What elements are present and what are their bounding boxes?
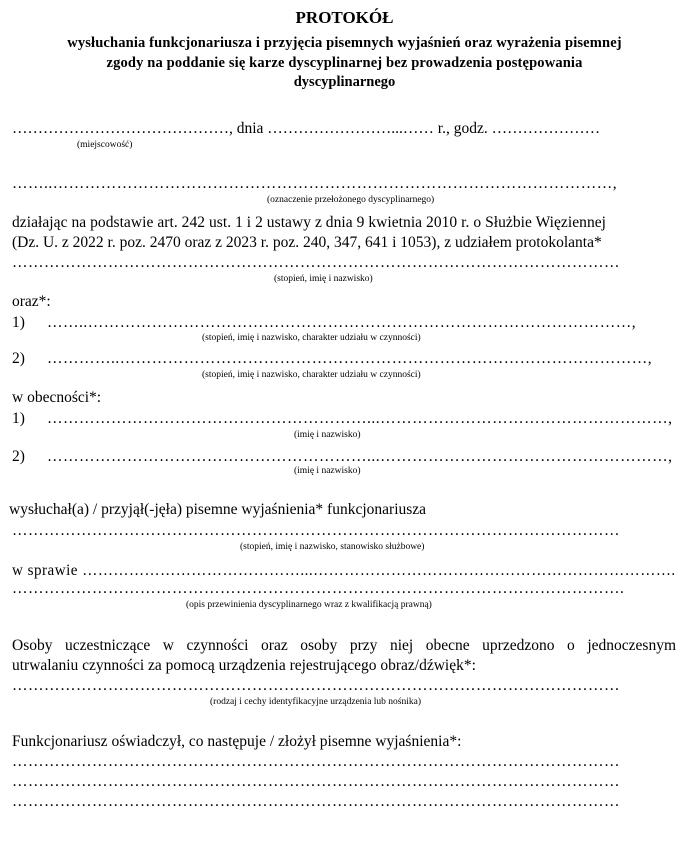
also-item-field[interactable]: ……..…………………………………………………………………………………………,	[47, 314, 637, 331]
superior-caption: (oznaczenie przełożonego dyscyplinarnego)	[267, 195, 435, 205]
also-item-caption: (stopień, imię i nazwisko, charakter udziału w czynności)	[202, 333, 421, 343]
place-caption: (miejscowość)	[77, 140, 133, 150]
recording-notice-line-2: utrwalaniu czynności za pomocą urządzenia rejestrującego obraz/dźwięk*:	[12, 657, 476, 674]
place-date-field[interactable]: ……………………………………, dnia ……………………...…… r., godz. …………………	[12, 120, 601, 137]
statement-field-line-1[interactable]: ……………………………………………………………………………………………………	[12, 753, 620, 770]
superior-field[interactable]: ……..……………………………………………………………………………………………,	[12, 175, 618, 192]
presence-item-number: 1)	[12, 410, 25, 427]
legal-basis-line-1: działając na podstawie art. 242 ust. 1 i 2 ustawy z dnia 9 kwietnia 2010 r. o Służbie Więziennej	[12, 214, 607, 231]
document-subtitle-line-2: zgody na poddanie się karze dyscyplinarnej bez prowadzenia postępowania	[106, 55, 583, 71]
presence-item-field[interactable]: ……………………………………………………...………………………………………………,	[47, 410, 673, 427]
recording-device-field[interactable]: ……………………………………………………………………………………………………	[12, 677, 620, 694]
also-label: oraz*:	[12, 293, 51, 310]
document-title: PROTOKÓŁ	[295, 8, 394, 27]
recorder-caption: (stopień, imię i nazwisko)	[274, 274, 373, 284]
also-item-field[interactable]: …………..………………………………………………………………………………………,	[47, 350, 653, 367]
document-subtitle-line-3: dyscyplinarnego	[293, 74, 396, 90]
legal-basis-line-2: (Dz. U. z 2022 r. poz. 2470 oraz z 2023 r. poz. 240, 347, 641 i 1053), z udziałem protokolanta*	[12, 234, 602, 251]
presence-item-number: 2)	[12, 448, 25, 465]
statement-field-line-3[interactable]: ……………………………………………………………………………………………………	[12, 793, 620, 810]
matter-field[interactable]: w sprawie ……………………………………...…………………………………………………………….	[12, 562, 676, 579]
statement-field-line-2[interactable]: ……………………………………………………………………………………………………	[12, 773, 620, 790]
document-subtitle-line-1: wysłuchania funkcjonariusza i przyjęcia pisemnych wyjaśnień oraz wyrażenia pisemnej	[67, 35, 622, 51]
also-item-number: 1)	[12, 314, 25, 331]
officer-field[interactable]: ……………………………………………………………………………………………………	[12, 522, 620, 539]
recording-device-caption: (rodzaj i cechy identyfikacyjne urządzenia lub nośnika)	[210, 697, 422, 707]
presence-label: w obecności*:	[12, 389, 102, 406]
also-item-caption: (stopień, imię i nazwisko, charakter udziału w czynności)	[202, 370, 421, 380]
officer-caption: (stopień, imię i nazwisko, stanowisko służbowe)	[240, 542, 425, 552]
recording-notice-line-1: Osoby uczestniczące w czynności oraz osoby przy niej obecne uprzedzono o jednoczesnym	[12, 637, 676, 654]
presence-item-field[interactable]: ……………………………………………………...………………………………………………,	[47, 448, 673, 465]
presence-item-caption: (imię i nazwisko)	[294, 466, 361, 476]
matter-field-continuation[interactable]: …………………………………………………………………………………………………….	[12, 580, 625, 597]
matter-caption: (opis przewinienia dyscyplinarnego wraz z kwalifikacją prawną)	[186, 600, 432, 610]
also-item-number: 2)	[12, 350, 25, 367]
recorder-field[interactable]: ……………………………………………………………………………………………………	[12, 254, 620, 271]
heard-statement: wysłuchał(a) / przyjął(-jęła) pisemne wyjaśnienia* funkcjonariusza	[9, 501, 427, 518]
statement-label: Funkcjonariusz oświadczył, co następuje / złożył pisemne wyjaśnienia*:	[12, 733, 462, 750]
presence-item-caption: (imię i nazwisko)	[294, 430, 361, 440]
